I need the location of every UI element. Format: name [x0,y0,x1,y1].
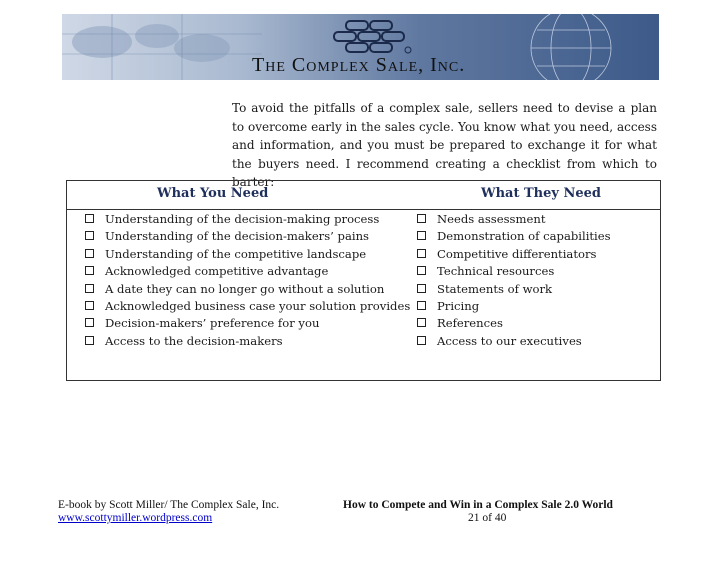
what-you-need-header: What You Need [157,186,269,201]
checkbox-icon [417,266,426,275]
checkbox-icon [85,318,94,327]
list-item: Competitive differentiators [417,246,611,263]
checkbox-icon [417,214,426,223]
list-item: Access to the decision-makers [85,333,410,350]
list-item: Understanding of the decision-making process [85,211,410,228]
needs-table [66,180,661,381]
header-divider [67,209,660,210]
checkbox-icon [85,301,94,310]
world-map-graphic [62,14,262,80]
list-item: Acknowledged business case your solution provides [85,298,410,315]
checkbox-icon [417,249,426,258]
intro-paragraph: To avoid the pitfalls of a complex sale, sellers need to devise a plan to overcome early in the sales cycle. You know what you need, access and information, and you must be prepared to exchange it for what the buyers need. I recommend creating a checklist from which to barter: [232,101,657,189]
checkbox-icon [417,284,426,293]
what-they-need-list [417,211,611,350]
list-item: Access to our executives [417,333,611,350]
what-they-need-header: What They Need [481,186,601,201]
checkbox-icon [85,231,94,240]
checkbox-icon [417,301,426,310]
list-item: Understanding of the competitive landscape [85,246,410,263]
checkbox-icon [85,214,94,223]
list-item: References [417,315,611,332]
footer-author: E-book by Scott Miller/ The Complex Sale, Inc. [58,499,280,511]
list-item: Technical resources [417,263,611,280]
checkbox-icon [417,231,426,240]
list-item: Needs assessment [417,211,611,228]
list-item: Pricing [417,298,611,315]
list-item: Understanding of the decision-makers’ pains [85,228,410,245]
checkbox-icon [85,249,94,258]
company-logo-icon [308,18,438,56]
globe-graphic [501,14,641,80]
what-you-need-list [85,211,410,350]
list-item: Acknowledged competitive advantage [85,263,410,280]
list-item: A date they can no longer go without a solution [85,281,410,298]
header-banner [62,14,659,80]
checkbox-icon [85,266,94,275]
list-item: Demonstration of capabilities [417,228,611,245]
checkbox-icon [417,336,426,345]
list-item: Statements of work [417,281,611,298]
checkbox-icon [417,318,426,327]
footer-book-title: How to Compete and Win in a Complex Sale 2.0 World [343,499,613,511]
page-number: 21 of 40 [468,512,507,524]
footer-website-link[interactable]: www.scottymiller.wordpress.com [58,512,213,524]
list-item: Decision-makers’ preference for you [85,315,410,332]
checkbox-icon [85,336,94,345]
company-name: The Complex Sale, Inc. [252,54,466,76]
checkbox-icon [85,284,94,293]
